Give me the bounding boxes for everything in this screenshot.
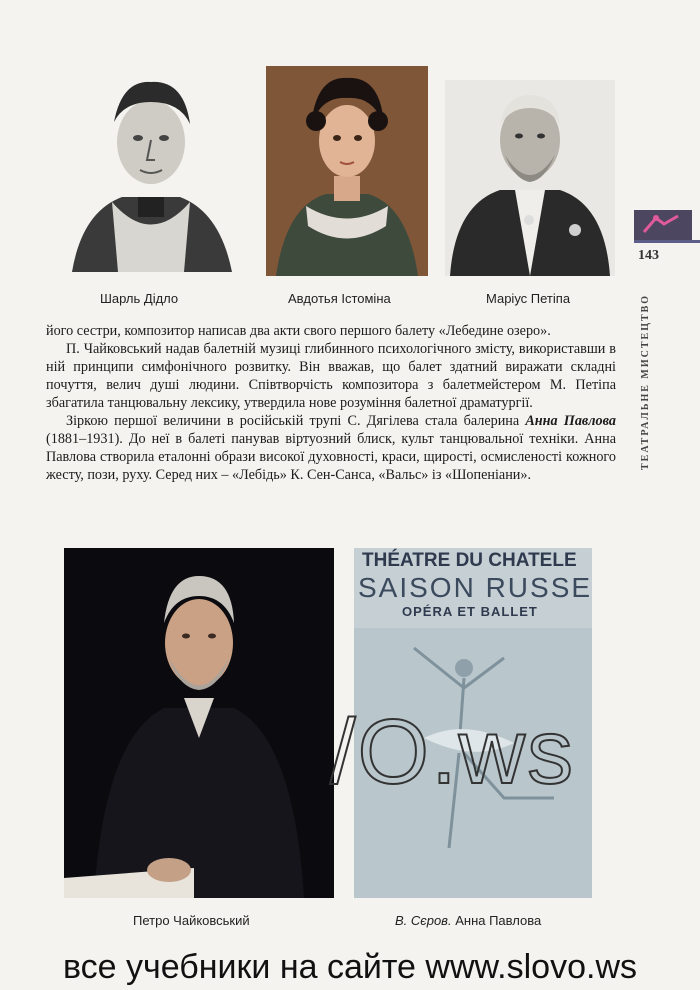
pavlova-name: Анна Павлова [525,413,616,429]
footer-ad: все учебники на сайте www.slovo.ws [62,948,637,986]
page-number: 143 [638,248,659,263]
section-rule [634,240,700,243]
poster-line-2: SAISON RUSSE [358,572,592,603]
caption-pavlova: В. Сєров. Анна Павлова [395,913,542,928]
body-text [46,322,616,484]
paragraph-1: його сестри, композитор написав два акти свого першого балету «Лебедине озеро». [46,323,551,339]
caption-tchaikovsky: Петро Чайковський [133,913,250,928]
caption-petipa: Маріус Петіпа [486,291,571,306]
dancer-icon [634,210,692,240]
paragraph-3: Зіркою першої величини в російській трупі С. Дягілева стала балерина Анна Павлова (1881–1931). До неї в балеті панував віртуозний блиск, культ танцювальної техніки. Анна Павлова створила еталонні образи високої духовності, краси, щирості, осмисленості кожного жесту, пози, руху. Серед них – «Лебідь» К. Сен-Санса, «Вальс» із «Шопеніани». [46,413,616,483]
pavlova-poster [354,548,592,898]
caption-istomina: Авдотья Істоміна [288,291,391,306]
tchaikovsky-portrait [64,548,334,898]
poster-line-1: THÉATRE DU CHATELE [362,550,577,571]
section-label: ТЕАТРАЛЬНЕ МИСТЕЦТВО [640,293,651,470]
paragraph-2: П. Чайковський надав балетній музиці глибинного психологічного змісту, використавши в ній принципи симфонічного розвитку. Він вважав, що балет здатний виражати складні почуття, велич душі людини. Співтворчість композитора з балетмейстером М. Петіпа збагатила танцювальну лексику, утвердила нове розуміння балетної драматургії. [46,341,616,411]
section-tab [634,210,692,240]
istomina-portrait [266,66,428,276]
petipa-portrait [445,80,615,276]
poster-line-3: OPÉRA ET BALLET [402,604,538,619]
didlo-portrait [52,72,250,272]
caption-didlo: Шарль Дідло [100,291,179,306]
